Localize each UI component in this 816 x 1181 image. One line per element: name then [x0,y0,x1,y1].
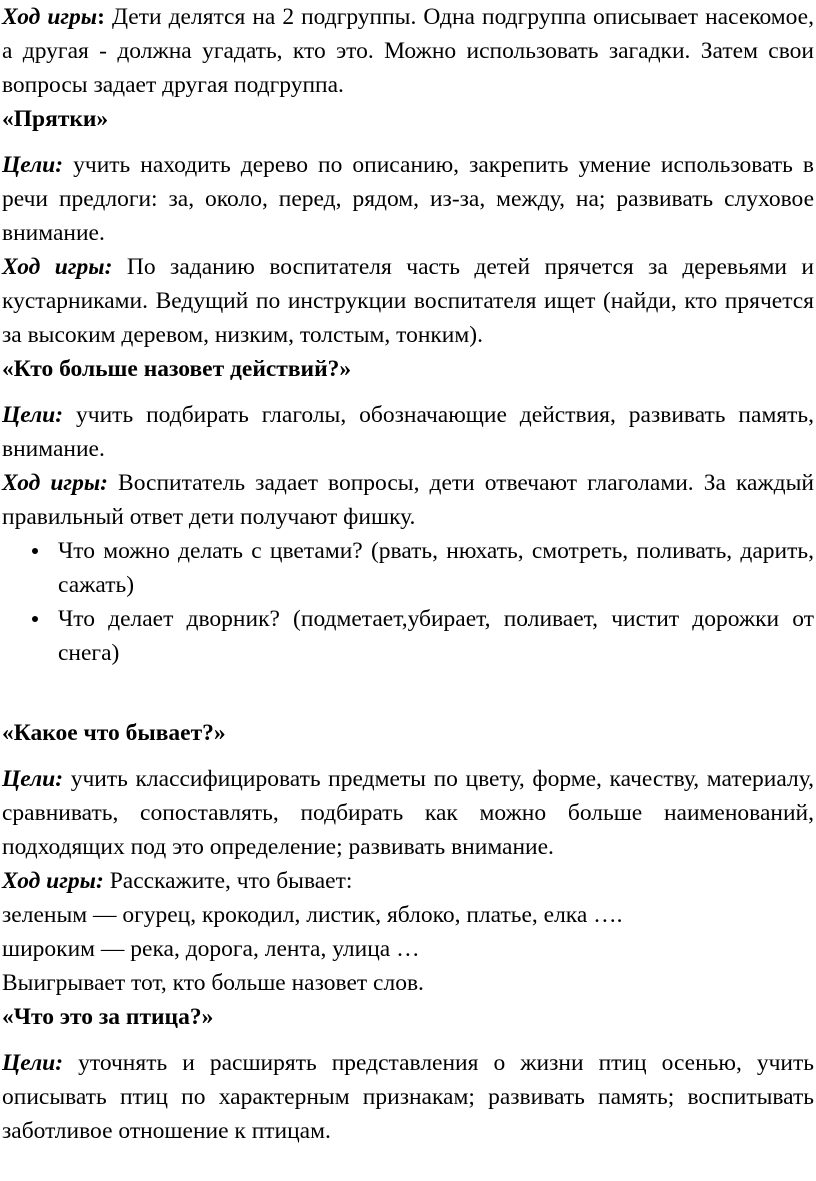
goals-text: учить классифицировать предметы по цвету, форме, качеству, материалу, сравнивать, сопоставлять, подбирать как можно больше наименований, подходящих под это определение; развивать внимание. [2,766,814,860]
goals-text: уточнять и расширять представления о жизни птиц осенью, учить описывать птиц по характерным признакам; развивать память; воспитывать заботливое отношение к птицам. [2,1050,814,1144]
game-title-actions: «Кто больше назовет действий?» [2,356,352,382]
process-text: По заданию воспитателя часть детей прячется за деревьями и кустарниками. Ведущий по инструкции воспитателя ищет (найди, кто прячется за высоким деревом, низким, толстым, тонким). [2,254,814,348]
game-label: Ход игры: [2,470,108,496]
goals-label: Цели: [2,1050,64,1076]
goals-paragraph-bird [2,1046,814,1148]
goals-text: учить находить дерево по описанию, закрепить умение использовать в речи предлоги: за, около, перед, рядом, из-за, между, на; развивать слуховое внимание. [2,152,814,246]
goals-paragraph-hide [2,148,814,250]
process-paragraph-hide [2,250,814,352]
game-title-bird: «Что это за птица?» [2,1004,214,1030]
goals-label: Цели: [2,766,64,792]
game-label: Ход игры: [2,254,113,280]
list-item: Что делает дворник? (подметает,убирает, поливает, чистит дорожки от снега) [58,602,814,670]
goals-label: Цели: [2,402,64,428]
process-paragraph-actions [2,466,814,534]
rule-line: Выигрывает тот, кто больше назовет слов. [2,970,424,996]
example-line: широким — река, дорога, лента, улица … [2,936,420,962]
process-text: Воспитатель задает вопросы, дети отвечают глаголами. За каждый правильный ответ дети получают фишку. [2,470,814,530]
intro-text: Дети делятся на 2 подгруппы. Одна подгруппа описывает насекомое, а другая - должна угадать, кто это. Можно использовать загадки. Затем свои вопросы задает другая подгруппа. [2,4,814,98]
game-label: Ход игры: [2,868,104,894]
game-label: Ход игры [2,4,98,30]
game-title-hide: «Прятки» [2,106,109,132]
goals-text: учить подбирать глаголы, обозначающие действия, развивать память, внимание. [2,402,814,462]
goals-paragraph-what [2,762,814,864]
list-item: Что можно делать с цветами? (рвать, нюхать, смотреть, поливать, дарить, сажать) [58,534,814,602]
goals-label: Цели: [2,152,64,178]
game-title-what: «Какое что бывает?» [2,720,226,746]
question-list [2,534,814,670]
goals-paragraph-actions [2,398,814,466]
intro-paragraph: Ход игры: Дети делятся на 2 подгруппы. Одна подгруппа описывает насекомое, а другая - должна угадать, кто это. Можно использовать загадки. Затем свои вопросы задает другая подгруппа. [2,4,814,98]
example-line: зеленым — огурец, крокодил, листик, яблоко, платье, елка …. [2,902,623,928]
process-paragraph-what [2,864,814,898]
process-text: Расскажите, что бывает: [109,868,353,894]
